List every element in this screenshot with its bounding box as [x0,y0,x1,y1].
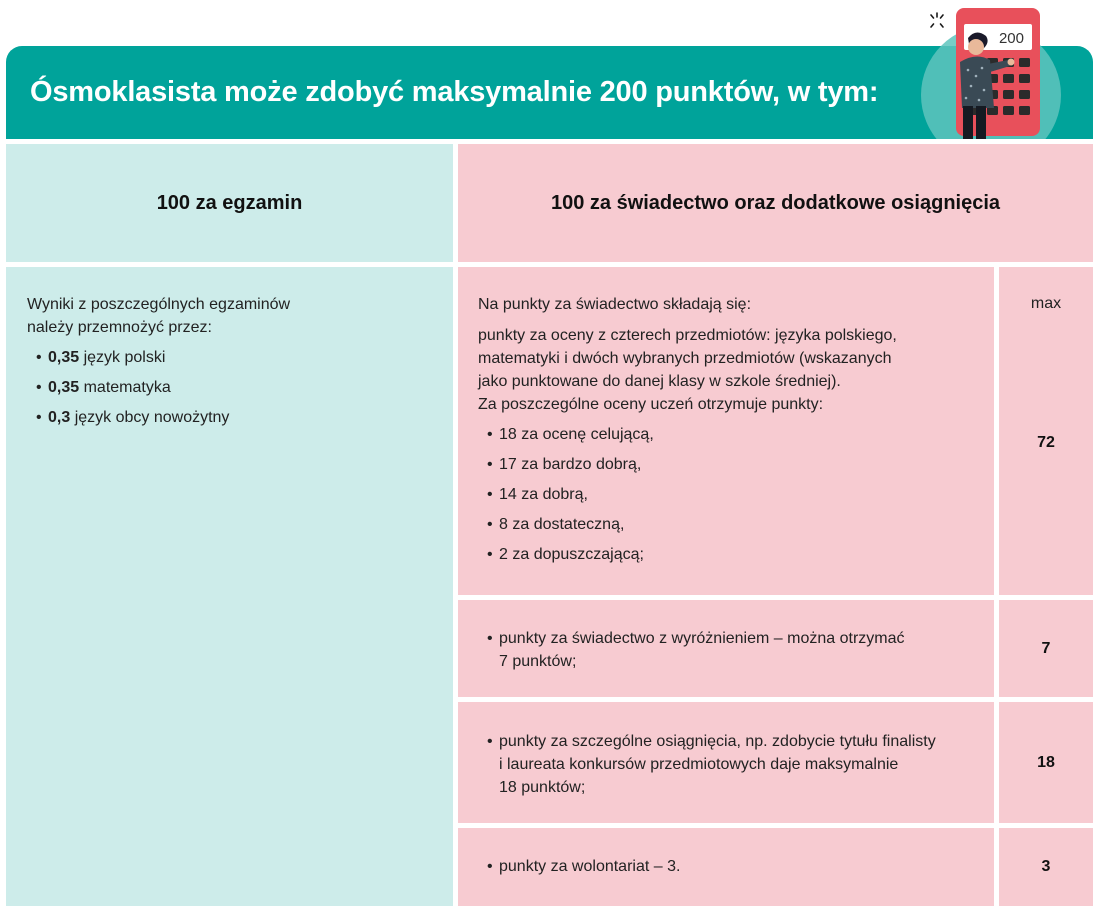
volunteering-cell [458,828,994,906]
exam-column-title: 100 za egzamin [156,191,303,214]
exam-multiplier-item: • 0,35 matematyka [36,376,453,399]
certificate-desc-line: jako punktowane do danej klasy w szkole średniej). [478,373,841,390]
exam-intro-line: Wyniki z poszczególnych egzaminów [27,296,291,313]
grades-max-cell [999,267,1093,595]
exam-column-header [6,144,453,262]
certificate-desc-line: matematyki i dwóch wybranych przedmiotów (wskazanych [478,350,892,367]
certificate-desc-line: punkty za oceny z czterech przedmiotów: języka polskiego, [478,327,897,344]
distinction-item: • punkty za świadectwo z wyróżnieniem – można otrzymać 7 punktów; [487,627,994,673]
volunteering-item: • punkty za wolontariat – 3. [487,855,994,878]
grade-item: • 14 za dobrą, [487,483,994,506]
grade-item: • 8 za dostateczną, [487,513,994,536]
distinction-max-value: 7 [1041,639,1051,657]
exam-multiplier-item: • 0,3 język obcy nowożytny [36,406,453,429]
distinction-cell [458,600,994,697]
exam-multiplier-item: • 0,35 język polski [36,346,453,369]
calculator-display: 200 [998,30,1024,47]
certificate-column-header [458,144,1093,262]
achievements-cell [458,702,994,823]
exam-details-cell [6,267,453,906]
max-label: max [1030,295,1062,312]
page-title: Ósmoklasista może zdobyć maksymalnie 200 punktów, w tym: [30,76,879,108]
exam-intro-line: należy przemnożyć przez: [27,319,212,336]
grade-item: • 17 za bardzo dobrą, [487,453,994,476]
grades-max-value: 72 [1037,434,1055,451]
distinction-max-cell [999,600,1093,697]
grades-cell [458,267,994,595]
grade-item: • 18 za ocenę celującą, [487,423,994,446]
achievements-max-value: 18 [1037,753,1055,771]
certificate-column-title: 100 za świadectwo oraz dodatkowe osiągnięcia [550,191,1001,214]
certificate-intro: Na punkty za świadectwo składają się: [478,296,752,313]
achievements-max-cell [999,702,1093,823]
achievements-item: • punkty za szczególne osiągnięcia, np. zdobycie tytułu finalisty i laureata konkursów przedmiotowych daje maksymalnie 18 punktów; [487,730,994,799]
grade-item: • 2 za dopuszczającą; [487,543,994,566]
volunteering-max-cell [999,828,1093,906]
grades-intro: Za poszczególne oceny uczeń otrzymuje punkty: [478,396,824,413]
volunteering-max-value: 3 [1041,858,1051,875]
calculator-person-illustration [916,0,1096,139]
